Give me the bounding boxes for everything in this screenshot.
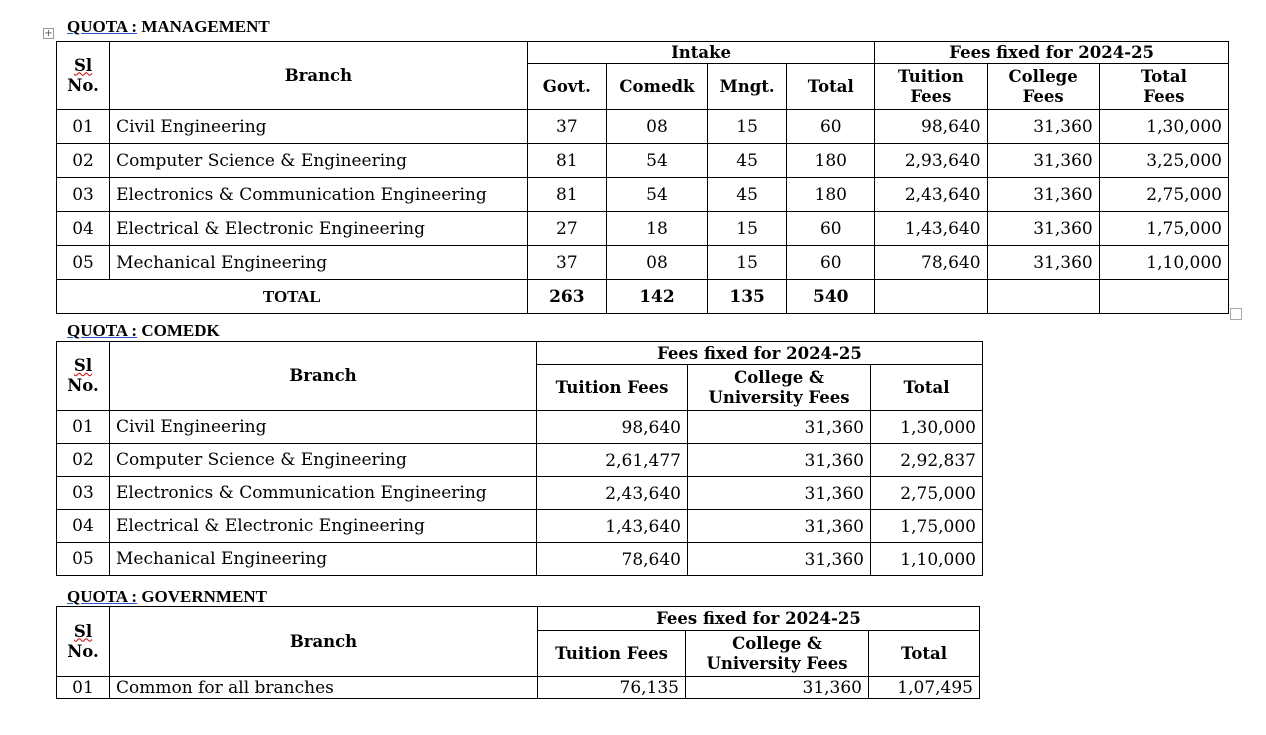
table-cell: 263 [527, 280, 606, 314]
table-cell: 1,30,000 [871, 411, 983, 444]
header-branch: Branch [110, 342, 537, 411]
table-row [57, 543, 983, 576]
header-tuition-fees: Tuition Fees [875, 64, 987, 110]
table-cell: 60 [787, 246, 875, 280]
table-cell: 54 [606, 178, 707, 212]
table-row [57, 444, 983, 477]
table-cell: 98,640 [537, 411, 688, 444]
table-row [57, 246, 1229, 280]
table-cell: 76,135 [538, 677, 686, 699]
table-cell: 31,360 [688, 510, 871, 543]
table-cell: 27 [527, 212, 606, 246]
table-cell: 1,43,640 [537, 510, 688, 543]
table-cell: 04 [57, 212, 110, 246]
table-cell: 1,10,000 [871, 543, 983, 576]
table-cell: 45 [708, 144, 787, 178]
table-cell: 31,360 [688, 444, 871, 477]
table-cell: 01 [57, 677, 110, 699]
table-cell: 31,360 [987, 110, 1099, 144]
table-cell: 2,75,000 [871, 477, 983, 510]
table-cell: 15 [708, 110, 787, 144]
table-cell: 81 [527, 178, 606, 212]
table-cell: 31,360 [688, 477, 871, 510]
table-cell: 01 [57, 110, 110, 144]
table-cell: 180 [787, 144, 875, 178]
table-cell: 142 [606, 280, 707, 314]
table-row [57, 677, 980, 699]
table-cell: 04 [57, 510, 110, 543]
table-move-handle-icon[interactable]: + [44, 28, 53, 39]
table-cell: Computer Science & Engineering [110, 144, 528, 178]
table-cell: Civil Engineering [110, 411, 537, 444]
table-cell: 03 [57, 178, 110, 212]
table-row [57, 110, 1229, 144]
table-cell: 78,640 [537, 543, 688, 576]
table-row [57, 510, 983, 543]
table-cell: Electrical & Electronic Engineering [110, 510, 537, 543]
table-cell: 05 [57, 246, 110, 280]
table-cell: 1,30,000 [1099, 110, 1228, 144]
table-cell: 60 [787, 212, 875, 246]
table-cell: 31,360 [688, 543, 871, 576]
comedk-fees-table [56, 341, 983, 576]
header-fees-group: Fees fixed for 2024-25 [538, 607, 980, 631]
table-cell: 05 [57, 543, 110, 576]
table-row [57, 178, 1229, 212]
header-tuition-fees: Tuition Fees [538, 631, 686, 677]
header-comedk: Comedk [606, 64, 707, 110]
totals-row [57, 280, 1229, 314]
table-cell: 78,640 [875, 246, 987, 280]
header-intake: Intake [527, 42, 875, 64]
table-cell: 31,360 [987, 178, 1099, 212]
table-cell [875, 280, 987, 314]
table-cell: Common for all branches [110, 677, 538, 699]
header-tuition-fees: Tuition Fees [537, 365, 688, 411]
table-cell: 54 [606, 144, 707, 178]
table-cell: 1,10,000 [1099, 246, 1228, 280]
table-cell: 1,75,000 [1099, 212, 1228, 246]
table-cell: Electrical & Electronic Engineering [110, 212, 528, 246]
table-cell: 60 [787, 110, 875, 144]
government-fees-table [56, 606, 980, 699]
table-cell: 2,75,000 [1099, 178, 1228, 212]
header-total-fees: Total Fees [1099, 64, 1228, 110]
table-cell: 1,07,495 [869, 677, 980, 699]
table-cell: 31,360 [688, 411, 871, 444]
table-cell: 15 [708, 246, 787, 280]
table-cell: 2,43,640 [875, 178, 987, 212]
table-cell: 37 [527, 246, 606, 280]
table-row [57, 144, 1229, 178]
header-college-university-fees: College & University Fees [686, 631, 869, 677]
table-cell: 31,360 [987, 212, 1099, 246]
table-cell: 1,75,000 [871, 510, 983, 543]
table-cell: 540 [787, 280, 875, 314]
table-cell: TOTAL [57, 280, 528, 314]
table-cell: 08 [606, 246, 707, 280]
table-row [57, 477, 983, 510]
table-cell: 2,61,477 [537, 444, 688, 477]
table-cell: 1,43,640 [875, 212, 987, 246]
table-row [57, 212, 1229, 246]
table-cell: Electronics & Communication Engineering [110, 477, 537, 510]
header-college-fees: College Fees [987, 64, 1099, 110]
table-cell: 31,360 [987, 246, 1099, 280]
table-cell: 180 [787, 178, 875, 212]
table-cell: 03 [57, 477, 110, 510]
table-row [57, 411, 983, 444]
table-cell: 81 [527, 144, 606, 178]
table-cell: 01 [57, 411, 110, 444]
comedk-quota-title: QUOTA : COMEDK [67, 321, 220, 340]
table-cell: Mechanical Engineering [110, 246, 528, 280]
header-total: Total [787, 64, 875, 110]
table-cell: Computer Science & Engineering [110, 444, 537, 477]
table-cell: 98,640 [875, 110, 987, 144]
table-cell: Mechanical Engineering [110, 543, 537, 576]
header-college-university-fees: College & University Fees [688, 365, 871, 411]
table-cell: 2,93,640 [875, 144, 987, 178]
header-fees-group: Fees fixed for 2024-25 [537, 342, 983, 365]
table-cell: 3,25,000 [1099, 144, 1228, 178]
table-cell: Electronics & Communication Engineering [110, 178, 528, 212]
header-govt: Govt. [527, 64, 606, 110]
table-cell: 08 [606, 110, 707, 144]
table-cell: Civil Engineering [110, 110, 528, 144]
table-cell: 02 [57, 144, 110, 178]
management-quota-title: QUOTA : MANAGEMENT [67, 17, 270, 36]
header-sl-no: Sl No. [57, 42, 110, 110]
table-cell: 02 [57, 444, 110, 477]
header-sl-no: Sl No. [57, 607, 110, 677]
table-cell: 37 [527, 110, 606, 144]
table-cell: 2,43,640 [537, 477, 688, 510]
table-cell [987, 280, 1099, 314]
table-resize-handle-icon[interactable] [1230, 308, 1242, 320]
table-cell: 18 [606, 212, 707, 246]
table-cell [1099, 280, 1228, 314]
table-cell: 135 [708, 280, 787, 314]
header-total: Total [869, 631, 980, 677]
management-fees-table [56, 41, 1229, 314]
header-sl-no: Sl No. [57, 342, 110, 411]
header-branch: Branch [110, 42, 528, 110]
header-fees-group: Fees fixed for 2024-25 [875, 42, 1229, 64]
header-branch: Branch [110, 607, 538, 677]
header-mngt: Mngt. [708, 64, 787, 110]
table-cell: 31,360 [686, 677, 869, 699]
header-total: Total [871, 365, 983, 411]
government-quota-title: QUOTA : GOVERNMENT [67, 587, 267, 606]
table-cell: 15 [708, 212, 787, 246]
table-cell: 2,92,837 [871, 444, 983, 477]
table-cell: 31,360 [987, 144, 1099, 178]
table-cell: 45 [708, 178, 787, 212]
